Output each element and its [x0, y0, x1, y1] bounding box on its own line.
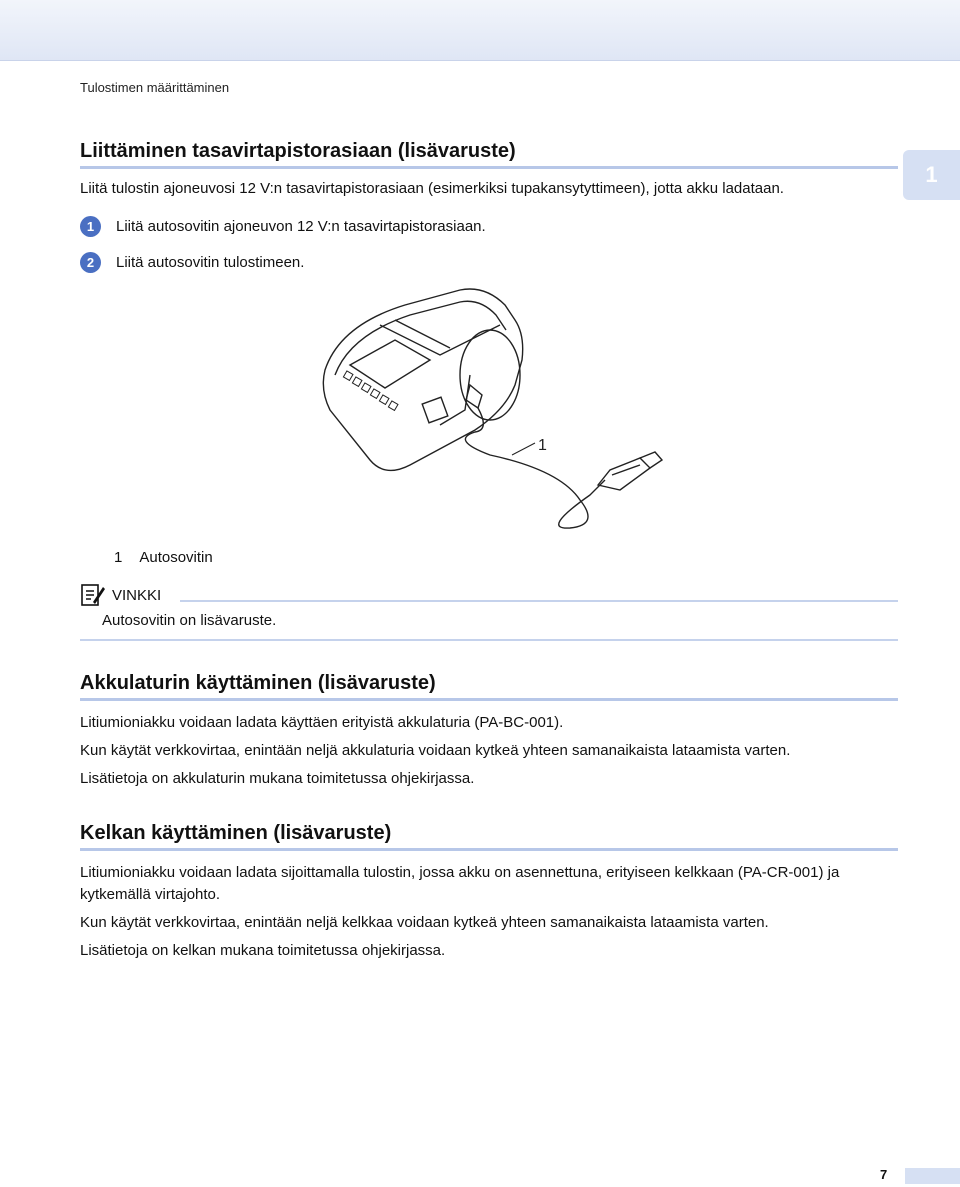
page-tab [905, 1168, 960, 1184]
figure-callout-number: 1 [538, 437, 547, 454]
step-1 [80, 216, 486, 237]
figure-legend [114, 549, 213, 566]
printer-car-adapter-illustration [300, 280, 680, 540]
section-title-battery-charger: Akkulaturin käyttäminen (lisävaruste) [80, 672, 436, 694]
paragraph: Litiumioniakku voidaan ladata käyttäen erityistä akkulaturia (PA-BC-001). [80, 714, 564, 731]
step-number-badge: 1 [80, 216, 101, 237]
section-rule [80, 166, 898, 169]
paragraph: Litiumioniakku voidaan ladata sijoittamalla tulostin, jossa akku on asennettuna, erityiseen kelkkaan (PA-CR-001) ja kytkemällä virtajohto. [80, 864, 840, 903]
section-intro: Liitä tulostin ajoneuvosi 12 V:n tasavirtapistorasiaan (esimerkiksi tupakansytyttimeen), jotta akku ladataan. [80, 180, 784, 197]
page-number: 7 [880, 1167, 888, 1182]
step-text: Liitä autosovitin ajoneuvon 12 V:n tasavirtapistorasiaan. [116, 218, 486, 235]
chapter-tab: 1 [903, 150, 960, 200]
step-text: Liitä autosovitin tulostimeen. [116, 254, 305, 271]
paragraph: Kun käytät verkkovirtaa, enintään neljä kelkkaa voidaan kytkeä yhteen samanaikaista lataamista varten. [80, 914, 769, 931]
paragraph: Kun käytät verkkovirtaa, enintään neljä akkulaturia voidaan kytkeä yhteen samanaikaista lataamista varten. [80, 742, 791, 759]
note-header [80, 582, 161, 608]
note-pencil-icon [80, 582, 106, 608]
note-text: Autosovitin on lisävaruste. [102, 612, 277, 629]
legend-label: Autosovitin [139, 549, 213, 566]
section-title-dc-outlet: Liittäminen tasavirtapistorasiaan (lisävaruste) [80, 140, 516, 162]
section-title-cradle: Kelkan käyttäminen (lisävaruste) [80, 822, 392, 844]
section-rule [80, 848, 898, 851]
legend-number: 1 [114, 549, 123, 566]
page-top-band [0, 0, 960, 61]
section-rule [80, 698, 898, 701]
breadcrumb: Tulostimen määrittäminen [80, 80, 230, 95]
note-label: VINKKI [112, 586, 162, 604]
note-bottom-rule [80, 639, 898, 641]
step-number-badge: 2 [80, 252, 101, 273]
paragraph: Lisätietoja on akkulaturin mukana toimitetussa ohjekirjassa. [80, 770, 475, 787]
paragraph: Lisätietoja on kelkan mukana toimitetussa ohjekirjassa. [80, 942, 446, 959]
step-2 [80, 252, 304, 273]
note-top-rule [180, 600, 898, 602]
